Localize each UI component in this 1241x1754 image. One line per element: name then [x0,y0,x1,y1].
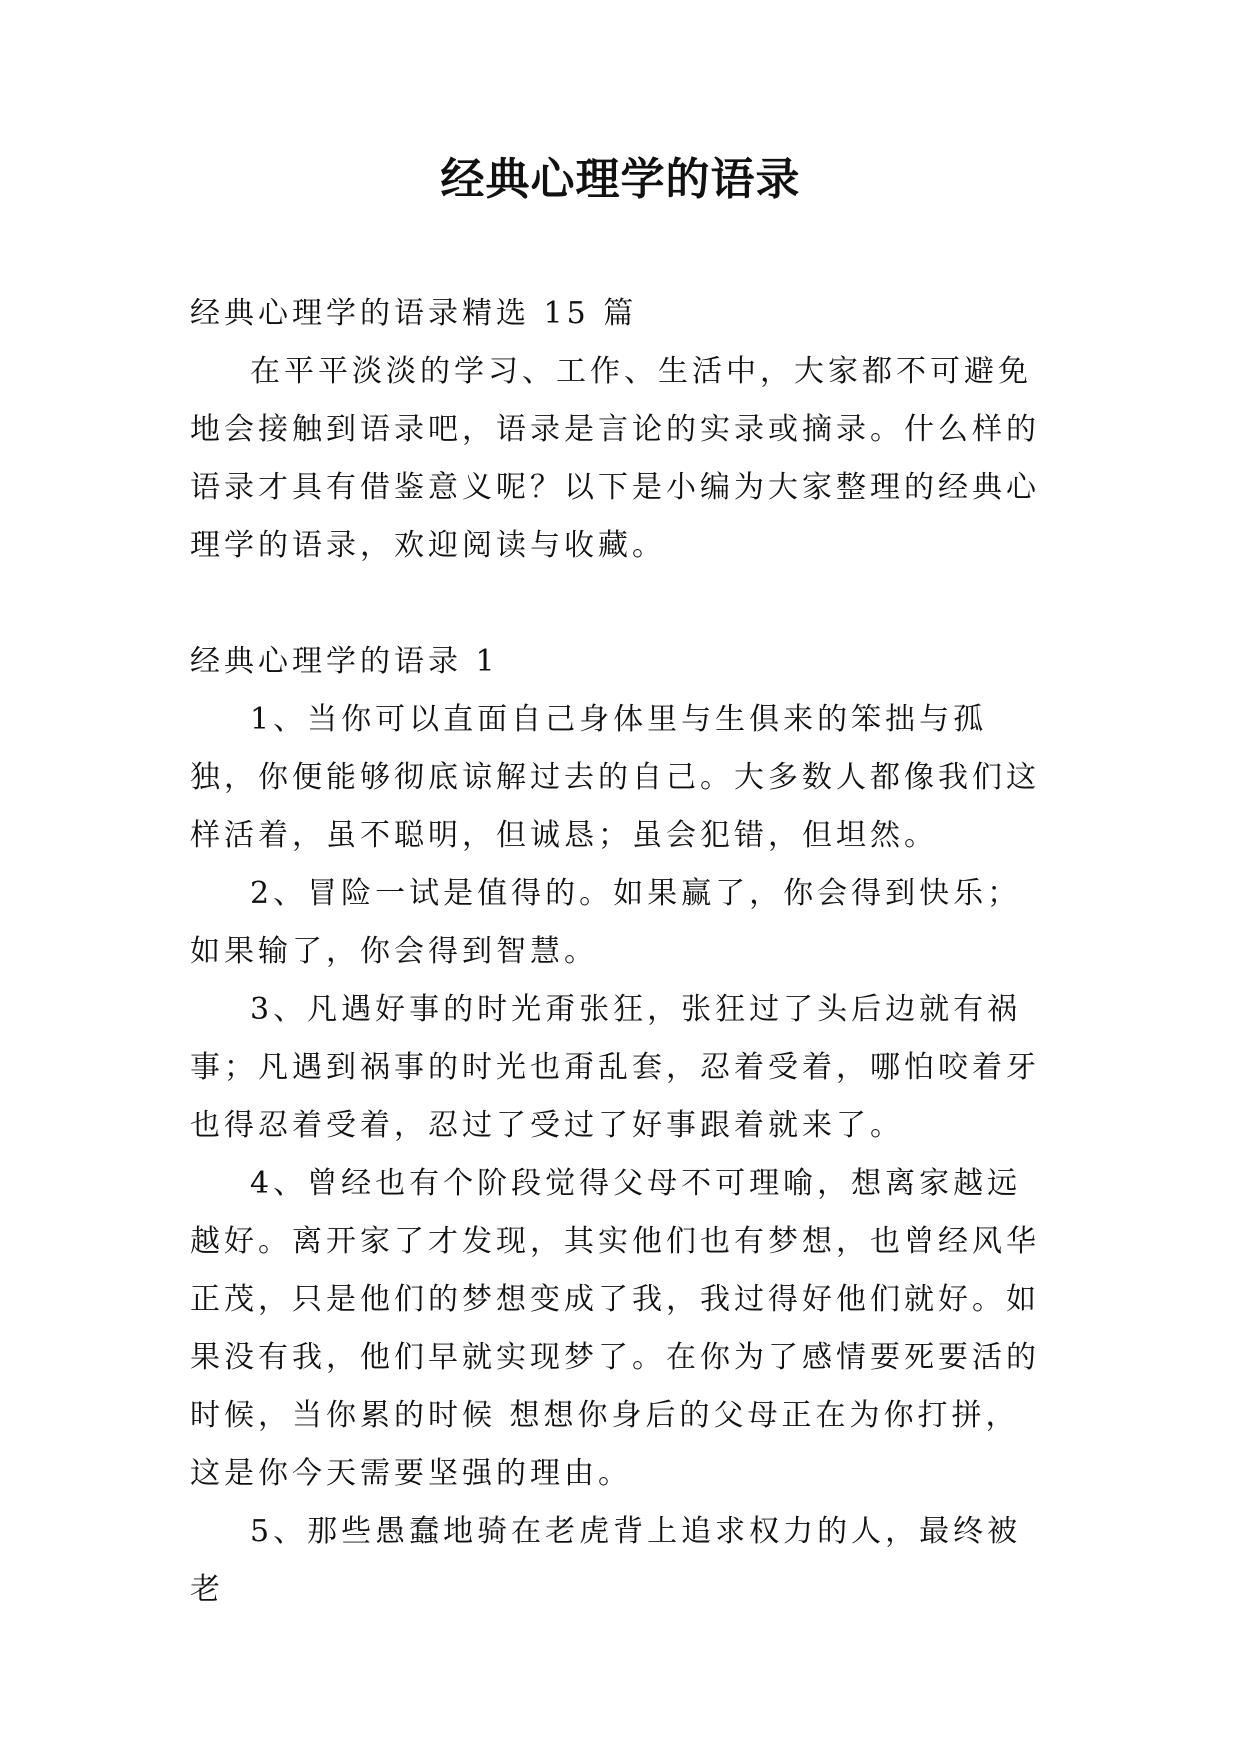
quote-item-4: 4、曾经也有个阶段觉得父母不可理喻，想离家越远越好。离开家了才发现，其实他们也有梦想，也曾经风华正茂，只是他们的梦想变成了我，我过得好他们就好。如果没有我，他们早就实现梦了。在你为了感情要死要活的时候，当你累的时候 想想你身后的父母正在为你打拼，这是你今天需要坚强的理由。 [190,1166,1040,1491]
document-body [190,285,1050,1619]
section-heading: 经典心理学的语录 1 [190,644,499,679]
document-subtitle: 经典心理学的语录精选 15 篇 [190,296,638,331]
intro-paragraph: 在平平淡淡的学习、工作、生活中，大家都不可避免地会接触到语录吧，语录是言论的实录或摘录。什么样的语录才具有借鉴意义呢？以下是小编为大家整理的经典心理学的语录，欢迎阅读与收藏。 [190,354,1040,563]
paragraph-spacer [190,575,1050,633]
quote-item-2: 2、冒险一试是值得的。如果赢了，你会得到快乐；如果输了，你会得到智慧。 [190,876,1022,969]
quote-item-3: 3、凡遇好事的时光甭张狂，张狂过了头后边就有祸事；凡遇到祸事的时光也甭乱套，忍着受着，哪怕咬着牙也得忍着受着，忍过了受过了好事跟着就来了。 [190,992,1040,1143]
page-title: 经典心理学的语录 [440,154,801,205]
quote-item-1: 1、当你可以直面自己身体里与生俱来的笨拙与孤独，你便能够彻底谅解过去的自己。大多数人都像我们这样活着，虽不聪明，但诚恳；虽会犯错，但坦然。 [190,702,1040,853]
quote-item-5: 5、那些愚蠢地骑在老虎背上追求权力的人，最终被老 [190,1514,1022,1607]
